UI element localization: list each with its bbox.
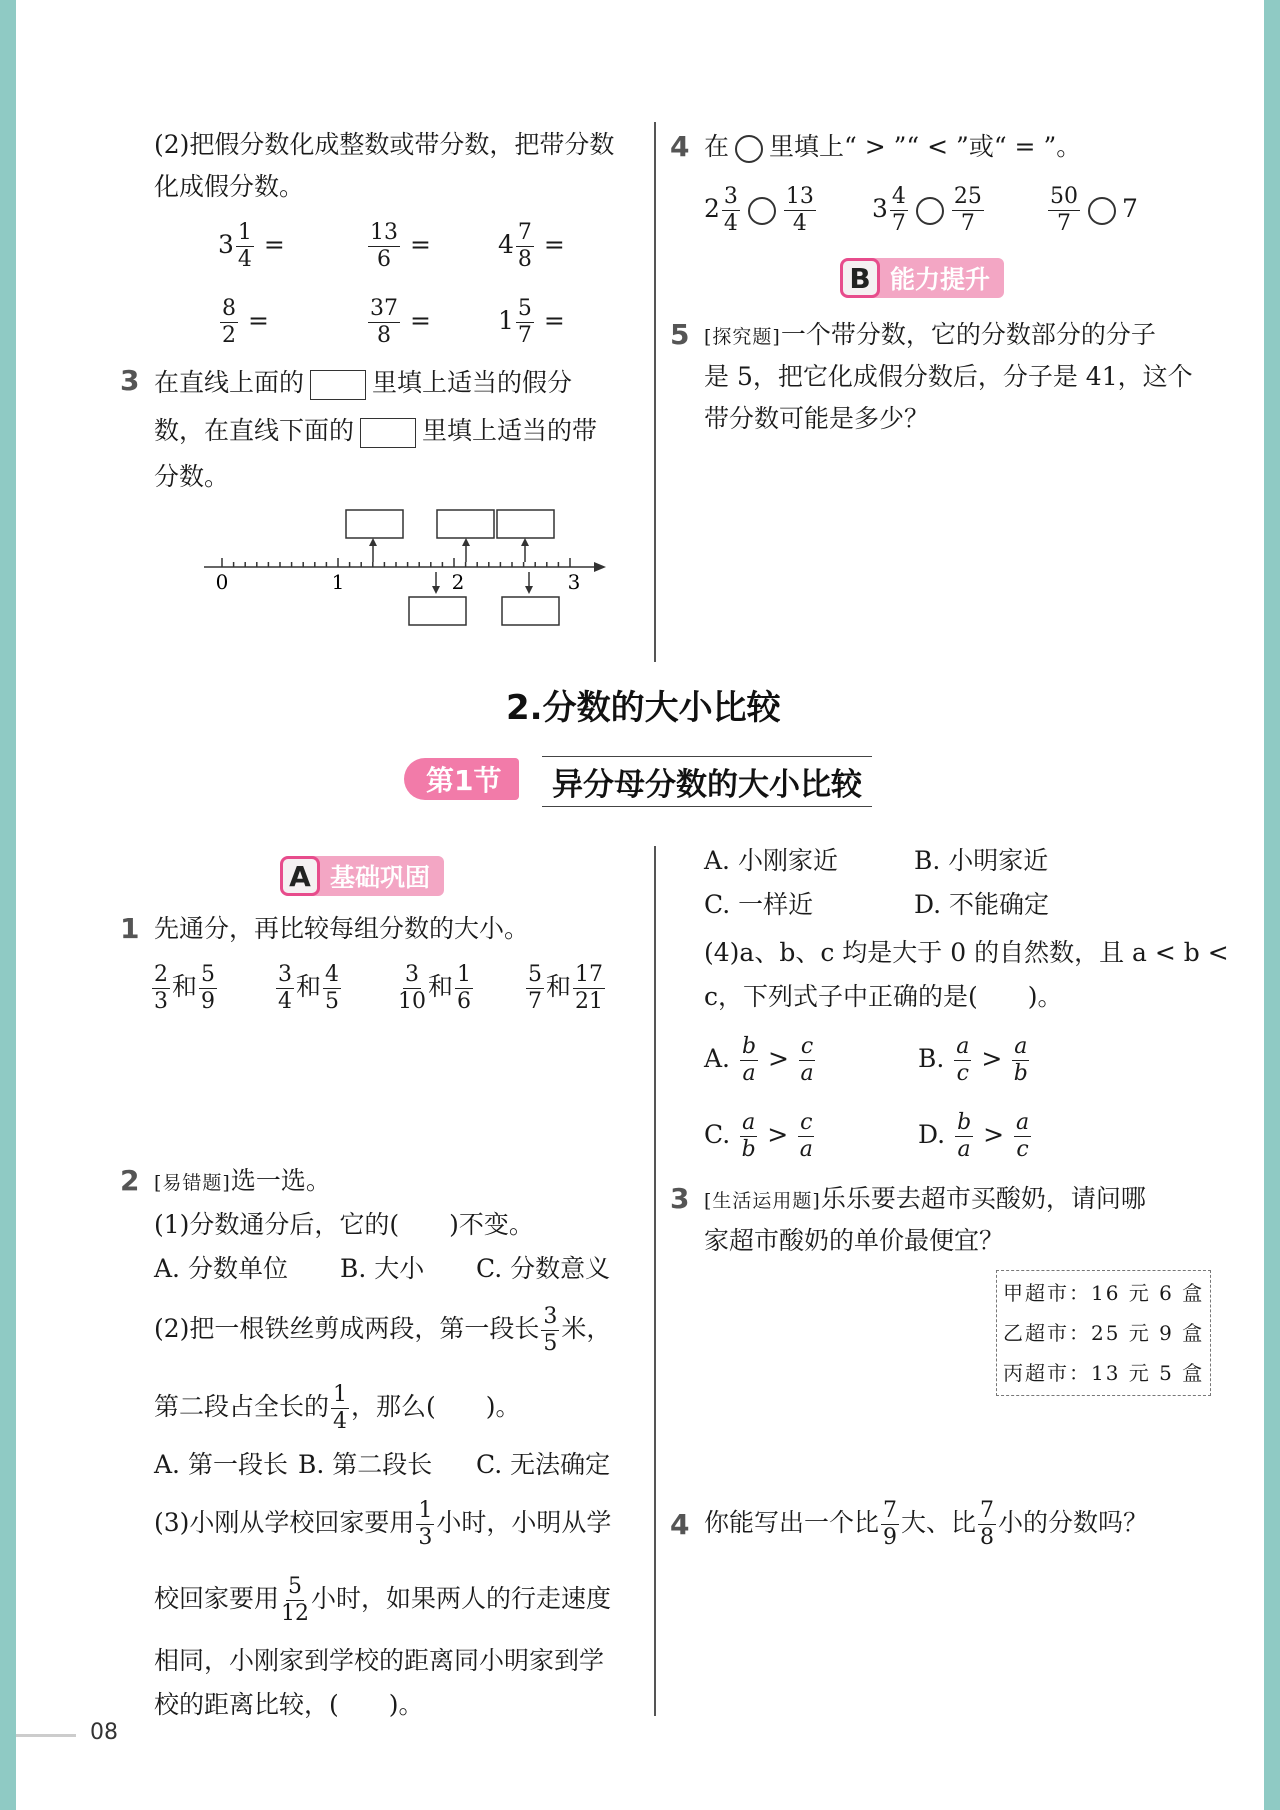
- q2-p1: (1)分数通分后，它的( )不变。: [154, 1210, 534, 1239]
- q2-p3-option[interactable]: B. 小明家近: [914, 846, 1049, 875]
- answer-box-above[interactable]: [346, 510, 403, 538]
- q5-line1: [探究题]一个带分数，它的分数部分的分子: [704, 320, 1156, 349]
- workbook-page: [16, 0, 1264, 1810]
- badge-basic-consolidation: [286, 856, 444, 896]
- q2-p2-line2: 第二段占全长的 $\frac{1}{4}$ ，那么( )。: [154, 1382, 521, 1434]
- conversion-item: 4 $\frac{7}{8}$ =: [498, 220, 565, 272]
- page-number-rule: [16, 1734, 76, 1737]
- axis-label: 3: [567, 570, 581, 594]
- compare-pair: $\frac{2}{3}$ 和 $\frac{5}{9}$: [154, 962, 216, 1014]
- q4-text: 你能写出一个比 $\frac{7}{9}$ 大、比 $\frac{7}{8}$ 小的分数吗？: [704, 1498, 1149, 1550]
- q2-p1-option[interactable]: A. 分数单位: [154, 1254, 288, 1283]
- q2-p3-line4: 校的距离比较，( )。: [154, 1690, 424, 1719]
- badge-letter: A: [280, 856, 320, 896]
- q3-top-number: 3: [120, 364, 140, 397]
- compare-circle[interactable]: [748, 197, 776, 225]
- q2p2-instruction-line2: 化成假分数。: [154, 172, 305, 201]
- answer-box-above[interactable]: [437, 510, 494, 538]
- price-list-box: [996, 1270, 1211, 1396]
- price-item: 甲超市：16 元 6 盒: [1003, 1281, 1205, 1305]
- q3-tag: [生活运用题]: [704, 1190, 821, 1212]
- q3-line2: 家超市酸奶的单价最便宜？: [704, 1226, 1005, 1255]
- q1-number: 1: [120, 912, 140, 945]
- q2-number: 2: [120, 1164, 140, 1197]
- q3-number: 3: [670, 1182, 690, 1215]
- q2p2-instruction-line1: (2)把假分数化成整数或带分数，把带分数: [154, 130, 615, 159]
- axis-label: 1: [331, 570, 345, 594]
- circle-icon: [735, 135, 763, 163]
- compare-item: $\frac{50}{7}$ 7: [1050, 184, 1138, 236]
- axis-label: 2: [451, 570, 465, 594]
- column-divider: [654, 122, 656, 662]
- q2-p4-line2: c，下列式子中正确的是( )。: [704, 982, 1063, 1011]
- price-item: 丙超市：13 元 5 盒: [1003, 1361, 1205, 1385]
- answer-box-above[interactable]: [497, 510, 554, 538]
- q3-top-line2: 数，在直线下面的 里填上适当的带: [154, 410, 597, 452]
- q2-p3-line1: (3)小刚从学校回家要用 $\frac{1}{3}$ 小时，小明从学: [154, 1498, 612, 1550]
- q2-p1-option[interactable]: C. 分数意义: [476, 1254, 611, 1283]
- price-item: 乙超市：25 元 9 盒: [1003, 1321, 1205, 1345]
- q2-p4-line1: (4)a、b、c 均是大于 0 的自然数，且 a < b <: [704, 938, 1229, 967]
- q3-top-line3: 分数。: [154, 462, 230, 491]
- conversion-item: $\frac{8}{2}$ =: [222, 296, 269, 348]
- badge-ability-improvement: [846, 258, 1004, 298]
- badge-label: 能力提升: [890, 265, 991, 294]
- q2-p3-option[interactable]: C. 一样近: [704, 890, 814, 919]
- conversion-item: $\frac{13}{6}$ =: [370, 220, 431, 272]
- q2-p4-option[interactable]: B. $\frac{a}{c}$ > $\frac{a}{b}$: [918, 1034, 1028, 1086]
- q2-p3-line2: 校回家要用 $\frac{5}{12}$ 小时，如果两人的行走速度: [154, 1574, 612, 1626]
- section-title: 2.分数的大小比较: [506, 688, 781, 728]
- compare-circle[interactable]: [1088, 197, 1116, 225]
- q1-instruction: 先通分，再比较每组分数的大小。: [154, 914, 530, 943]
- compare-item: 3 $\frac{4}{7}$ $\frac{25}{7}$: [872, 184, 982, 236]
- q2-p3-option[interactable]: A. 小刚家近: [704, 846, 838, 875]
- q3-top-line1: 在直线上面的 里填上适当的假分: [154, 362, 572, 404]
- compare-item: 2 $\frac{3}{4}$ $\frac{13}{4}$: [704, 184, 814, 236]
- q2-p2-option[interactable]: C. 无法确定: [476, 1450, 611, 1479]
- section-badge: 第1节: [404, 758, 519, 800]
- answer-box-below[interactable]: [409, 597, 466, 625]
- badge-letter: B: [840, 258, 880, 298]
- q2-p2-option[interactable]: B. 第二段长: [298, 1450, 433, 1479]
- column-divider: [654, 846, 656, 1716]
- axis-label: 0: [215, 570, 229, 594]
- q4-top-number: 4: [670, 130, 690, 163]
- answer-box-below[interactable]: [502, 597, 559, 625]
- compare-pair: $\frac{3}{4}$ 和 $\frac{4}{5}$: [278, 962, 340, 1014]
- axis-arrow-icon: [594, 562, 606, 572]
- q4-number: 4: [670, 1508, 690, 1541]
- badge-label: 基础巩固: [330, 863, 431, 892]
- q2-title: [易错题]选一选。: [154, 1166, 331, 1195]
- conversion-item: $\frac{37}{8}$ =: [370, 296, 431, 348]
- q2-p2-line1: (2)把一根铁丝剪成两段，第一段长 $\frac{3}{5}$ 米，: [154, 1304, 612, 1356]
- answer-box-sample: [360, 418, 416, 448]
- compare-pair: $\frac{3}{10}$ 和 $\frac{1}{6}$: [398, 962, 472, 1014]
- conversion-item: 1 $\frac{5}{7}$ =: [498, 296, 565, 348]
- section-subtitle: 异分母分数的大小比较: [542, 756, 872, 807]
- compare-circle[interactable]: [916, 197, 944, 225]
- q2-p2-option[interactable]: A. 第一段长: [154, 1450, 288, 1479]
- q5-line2: 是 5，把它化成假分数后，分子是 41，这个: [704, 362, 1193, 391]
- q5-tag: [探究题]: [704, 326, 781, 348]
- q3-line1: [生活运用题]乐乐要去超市买酸奶，请问哪: [704, 1184, 1146, 1213]
- q2-tag: [易错题]: [154, 1172, 231, 1194]
- conversion-item: 3 $\frac{1}{4}$ =: [218, 220, 285, 272]
- q2-p3-line3: 相同，小刚家到学校的距离同小明家到学: [154, 1646, 605, 1675]
- compare-pair: $\frac{5}{7}$ 和 $\frac{17}{21}$: [528, 962, 604, 1014]
- page-number: 08: [90, 1720, 118, 1745]
- q4-top-instruction: 在 里填上“ > ”“ < ”或“ = ”。: [704, 132, 1082, 161]
- number-line-diagram: [196, 500, 616, 630]
- q2-p4-option[interactable]: C. $\frac{a}{b}$ > $\frac{c}{a}$: [704, 1110, 813, 1162]
- q2-p4-option[interactable]: A. $\frac{b}{a}$ > $\frac{c}{a}$: [704, 1034, 814, 1086]
- q5-line3: 带分数可能是多少？: [704, 404, 930, 433]
- answer-box-sample: [310, 370, 366, 400]
- q2-p1-option[interactable]: B. 大小: [340, 1254, 425, 1283]
- q5-number: 5: [670, 318, 690, 351]
- q2-p4-option[interactable]: D. $\frac{b}{a}$ > $\frac{a}{c}$: [918, 1110, 1030, 1162]
- q2-p3-option[interactable]: D. 不能确定: [914, 890, 1050, 919]
